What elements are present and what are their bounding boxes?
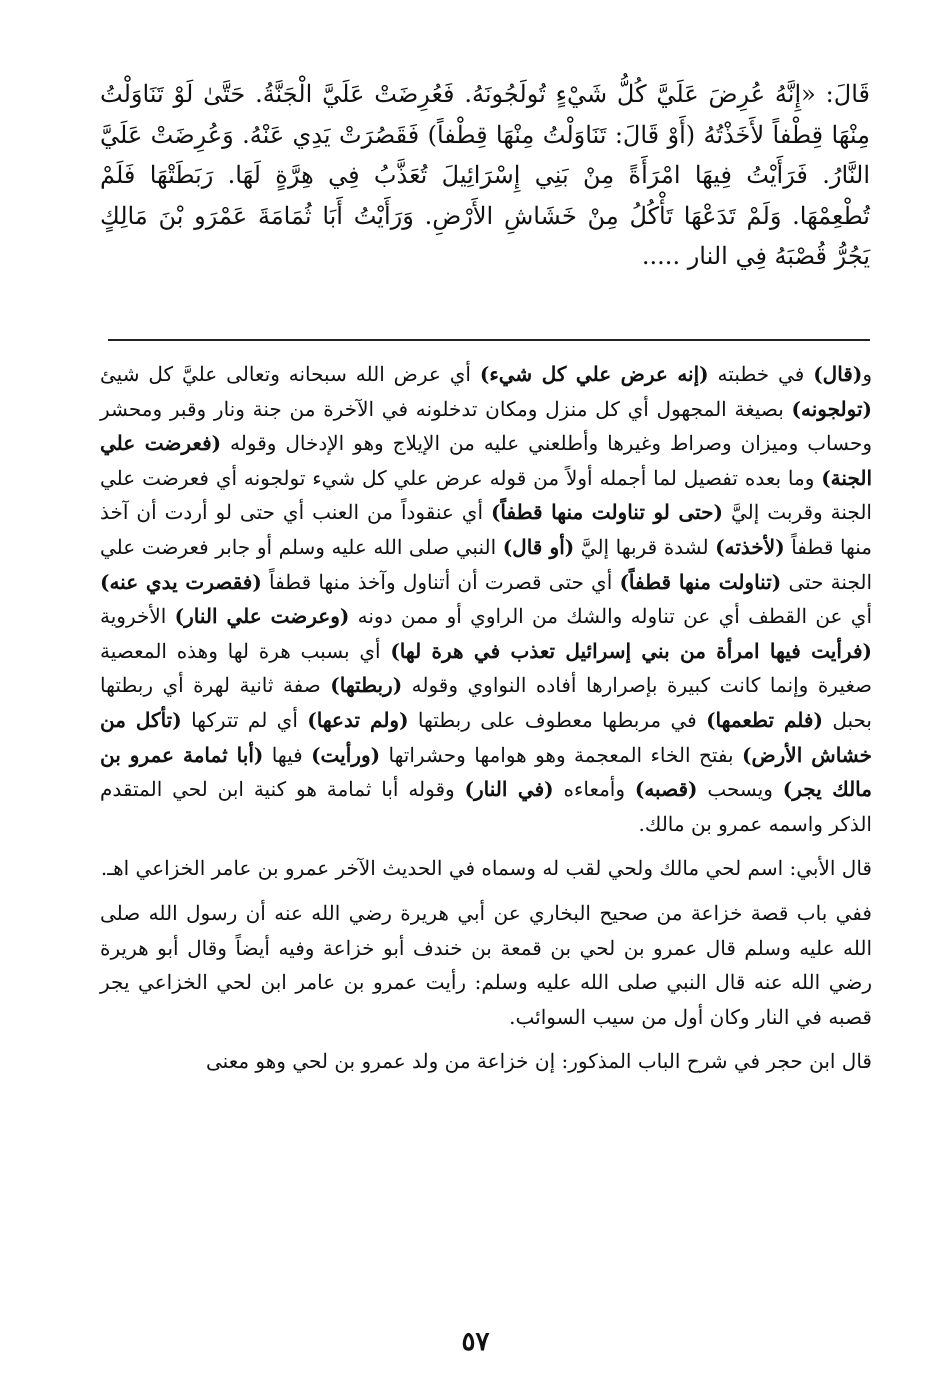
commentary-paragraph-3: ففي باب قصة خزاعة من صحيح البخاري عن أبي هريرة رضي الله عنه أن رسول الله صلى الله عليه وسلم قال عمرو بن لحي بن قمعة بن خندف أبو خزاعة وفيه أيضاً وقال أبو هريرة رضي الله عنه قال النبي صلى الله عليه وسلم: رأيت عمرو بن عامر ابن لحي الخزاعي يجر قصبه في النار وكان أول من سيب السوائب. [100,900,872,1029]
quoted-phrase: (أو قال) [502,534,575,559]
commentary-paragraph-2: قال الأبي: اسم لحي مالك ولحي لقب له وسماه في الحديث الآخر عمرو بن عامر الخزاعي اهـ. [100,856,872,881]
commentary-text: ويسحب [697,777,783,802]
commentary-text: النبي صلى الله عليه وسلم أو جابر فعرضت علي الجنة حتى [100,534,873,594]
commentary-paragraph-4: قال ابن حجر في شرح الباب المذكور: إن خزاعة من ولد عمرو بن لحي وهو معنى [205,1049,872,1074]
quoted-phrase: (أبا ثمامة عمرو بن مالك يجر) [100,742,872,802]
quoted-phrase: (قصبه) [634,777,698,802]
quoted-phrase: (تولجونه) [791,396,872,421]
quoted-phrase: (فقصرت يدي عنه) [100,569,262,594]
commentary-text: في خطبته [708,362,814,386]
commentary-text: صفة ثانية لهرة أي ربطتها بحبل [100,673,872,732]
quoted-phrase: (في النار) [464,777,554,802]
quoted-phrase: (ولم تدعها) [307,707,409,732]
quoted-phrase: (قال) [813,362,863,386]
quoted-phrase: (وعرضت علي النار) [174,604,350,629]
quoted-phrase: (ورأيت) [311,742,381,767]
commentary-paragraph-1 [100,357,872,841]
page-number: ٥٧ [461,1327,490,1357]
commentary-text: وقوله أبا ثمامة هو كنية ابن لحي المتقدم الذكر واسمه عمرو بن مالك. [100,777,872,836]
quoted-phrase: (فلم تطعمها) [706,707,823,732]
commentary-block [100,357,872,1089]
commentary-text: الأخروية [100,604,175,629]
commentary-text: بفتح الخاء المعجمة وهو هوامها وحشراتها [380,742,742,767]
footnote-divider [108,339,870,341]
commentary-text: أي عن القطف أي عن تناوله والشك من الراوي أو ممن دونه [349,604,873,629]
quoted-phrase: (لأخذته) [715,534,785,559]
quoted-phrase: (تناولت منها قطفاً) [619,569,782,594]
commentary-text: أي عرض الله سبحانه وتعالى عليَّ كل شيئ [100,362,480,386]
commentary-text: أي حتى قصرت أن أتناول وآخذ منها قطفاً [261,569,620,594]
hadith-text-block [100,74,870,277]
commentary-text: لشدة قربها إليَّ [574,534,716,559]
quoted-phrase: (إنه عرض علي كل شيء) [479,362,709,386]
commentary-text: في مربطها معطوف على ربطتها [408,707,707,732]
commentary-text: بصيغة المجهول أي كل منزل ومكان تدخلونه في الآخرة من جنة ونار وقبر ومحشر وحساب وميزان وصراط وغيرها وأطلعني عليه من الإيلاج وهو الإدخال وقوله [100,396,873,456]
hadith-paragraph: قَالَ: «إِنَّهُ عُرِضَ عَلَيَّ كُلُّ شَيْءٍ تُولَجُونَهُ. فَعُرِضَتْ عَلَيَّ الْجَنَّةُ. حَتَّىٰ لَوْ تَنَاوَلْتُ مِنْهَا قِطْفاً لأَخَذْتُهُ (أَوْ قَالَ: تَنَاوَلْتُ مِنْهَا قِطْفاً) فَقَصُرَتْ يَدِي عَنْهُ. وَعُرِضَتْ عَلَيَّ النَّارُ. فَرَأَيْتُ فِيهَا امْرَأَةً مِنْ بَنِي إِسْرَائِيلَ تُعَذَّبُ فِي هِرَّةٍ لَهَا. رَبَطَتْهَا فَلَمْ تُطْعِمْهَا. وَلَمْ تَدَعْهَا تَأْكُلُ مِنْ خَشَاشِ الأَرْضِ. وَرَأَيْتُ أَبَا ثُمَامَةَ عَمْرَو بْنَ مَالِكٍ يَجُرُّ قُصْبَهُ فِي النار ..... [100,80,870,270]
quoted-phrase: (حتى لو تناولت منها قطفاً) [490,500,723,525]
quoted-phrase: (ربطتها) [330,673,403,698]
commentary-text: و [862,362,872,386]
commentary-text: أي عنقوداً من العنب أي حتى لو أردت أن آخذ منها قطفاً [100,500,873,559]
quoted-phrase: (تأكل من خشاش الأرض) [100,707,872,767]
commentary-text: فيها [263,742,312,767]
commentary-text: وما بعده تفصيل لما أجمله أولاً من قوله عرض علي كل شيء تولجونه أي فعرضت علي الجنة وقربت إليَّ [100,465,872,525]
commentary-text: وأمعاءه [553,777,635,802]
commentary-text: أي بسبب هرة لها وهذه المعصية صغيرة وإنما كانت كبيرة بإصرارها أفاده النواوي وقوله [100,638,872,698]
quoted-phrase: (فعرضت علي الجنة) [100,431,872,490]
quoted-phrase: (فرأيت فيها امرأة من بني إسرائيل تعذب في هرة لها) [390,638,872,663]
commentary-text: أي لم تتركها [181,707,308,732]
